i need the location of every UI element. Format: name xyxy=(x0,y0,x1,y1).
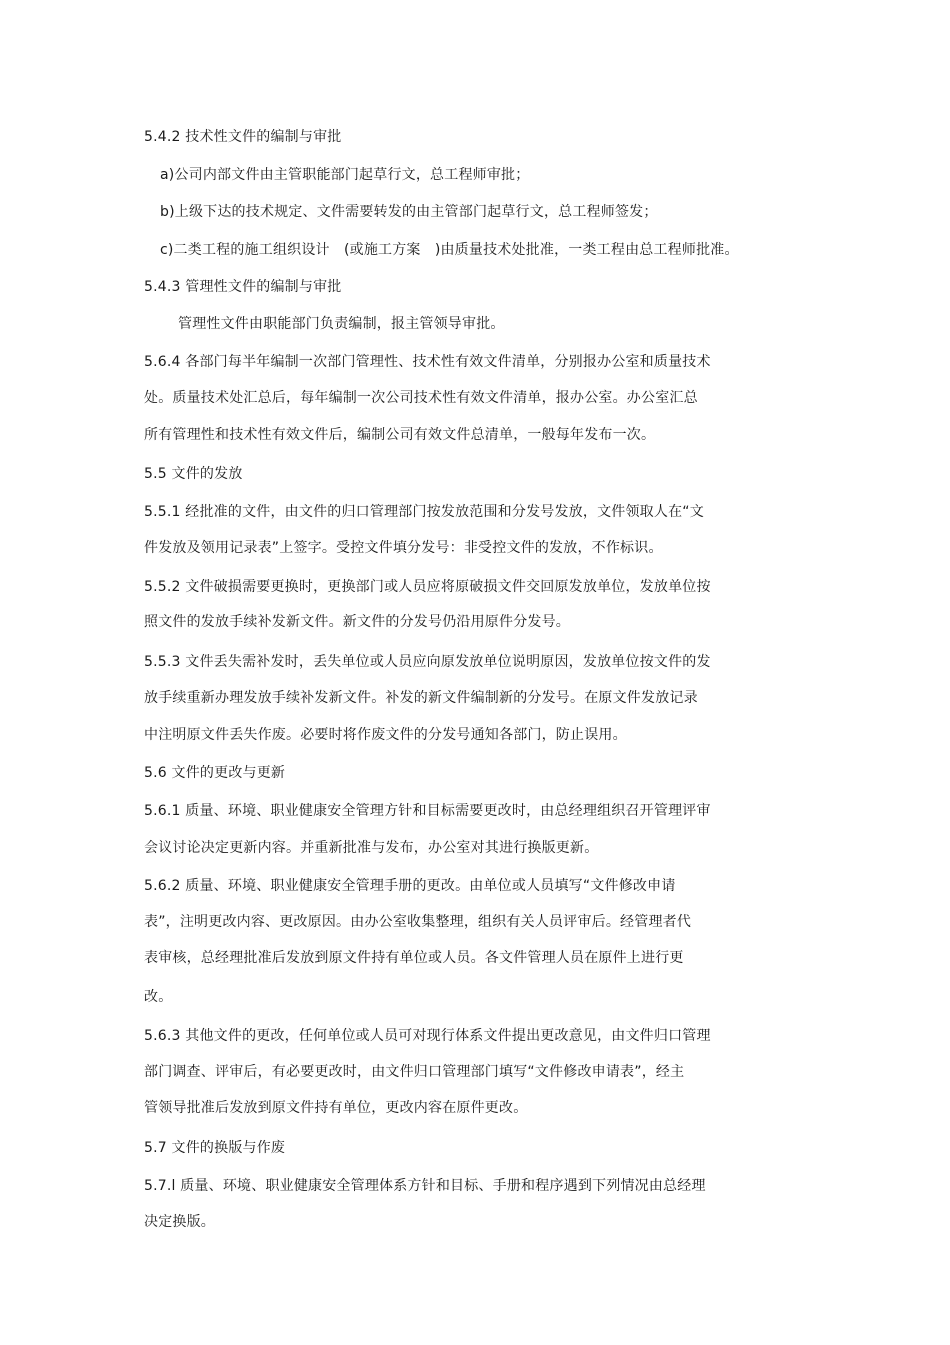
paragraph-line: 所有管理性和技术性有效文件后，编制公司有效文件总清单，一般每年发布一次。 xyxy=(144,427,656,443)
paragraph-line: 5.7.l 质量、环境、职业健康安全管理体系方针和目标、手册和程序遇到下列情况由总经理 xyxy=(144,1178,706,1194)
paragraph-line: 管理性文件由职能部门负责编制，报主管领导审批。 xyxy=(178,316,505,332)
paragraph-line: 部门调查、评审后，有必要更改时，由文件归口管理部门填写“文件修改申请表”，经主 xyxy=(144,1064,685,1080)
paragraph-line: 改。 xyxy=(144,989,173,1005)
paragraph-line: 5.6.4 各部门每半年编制一次部门管理性、技术性有效文件清单，分别报办公室和质量技术 xyxy=(144,354,711,370)
paragraph-line: 中注明原文件丢失作废。必要时将作废文件的分发号通知各部门，防止误用。 xyxy=(144,727,627,743)
paragraph-line: 表审核，总经理批准后发放到原文件持有单位或人员。各文件管理人员在原件上进行更 xyxy=(144,950,684,966)
paragraph-line: 件发放及领用记录表”上签字。受控文件填分发号：非受控文件的发放，不作标识。 xyxy=(144,540,663,556)
paragraph-line: 照文件的发放手续补发新文件。新文件的分发号仍沿用原件分发号。 xyxy=(144,614,570,630)
heading-5-5: 5.5 文件的发放 xyxy=(144,466,243,482)
paragraph-line: 表”，注明更改内容、更改原因。由办公室收集整理，组织有关人员评审后。经管理者代 xyxy=(144,914,692,930)
paragraph-line: 决定换版。 xyxy=(144,1214,215,1230)
list-item-a: a)公司内部文件由主管职能部门起草行文，总工程师审批； xyxy=(160,167,530,183)
paragraph-line: 处。质量技术处汇总后，每年编制一次公司技术性有效文件清单，报办公室。办公室汇总 xyxy=(144,390,698,406)
paragraph-line: 管领导批准后发放到原文件持有单位，更改内容在原件更改。 xyxy=(144,1100,528,1116)
list-item-b: b)上级下达的技术规定、文件需要转发的由主管部门起草行文，总工程师签发； xyxy=(160,204,658,220)
paragraph-line: 会议讨论决定更新内容。并重新批准与发布，办公室对其进行换版更新。 xyxy=(144,840,599,856)
paragraph-line: 5.5.3 文件丢失需补发时，丢失单位或人员应向原发放单位说明原因，发放单位按文件的发 xyxy=(144,654,711,670)
paragraph-line: 5.6.2 质量、环境、职业健康安全管理手册的更改。由单位或人员填写“文件修改申请 xyxy=(144,878,676,894)
heading-5-7: 5.7 文件的换版与作废 xyxy=(144,1140,286,1156)
paragraph-line: 放手续重新办理发放手续补发新文件。补发的新文件编制新的分发号。在原文件发放记录 xyxy=(144,690,698,706)
paragraph-line: 5.5.1 经批准的文件，由文件的归口管理部门按发放范围和分发号发放，文件领取人在“文 xyxy=(144,504,704,520)
heading-5-6: 5.6 文件的更改与更新 xyxy=(144,765,286,781)
heading-5-4-3: 5.4.3 管理性文件的编制与审批 xyxy=(144,279,342,295)
heading-5-4-2: 5.4.2 技术性文件的编制与审批 xyxy=(144,129,342,145)
paragraph-line: 5.5.2 文件破损需要更换时，更换部门或人员应将原破损文件交回原发放单位，发放单位按 xyxy=(144,579,711,595)
paragraph-line: 5.6.1 质量、环境、职业健康安全管理方针和目标需要更改时，由总经理组织召开管理评审 xyxy=(144,803,711,819)
paragraph-line: 5.6.3 其他文件的更改，任何单位或人员可对现行体系文件提出更改意见，由文件归口管理 xyxy=(144,1028,711,1044)
list-item-c: c)二类工程的施工组织设计 (或施工方案 )由质量技术处批准，一类工程由总工程师批准。 xyxy=(160,242,739,258)
